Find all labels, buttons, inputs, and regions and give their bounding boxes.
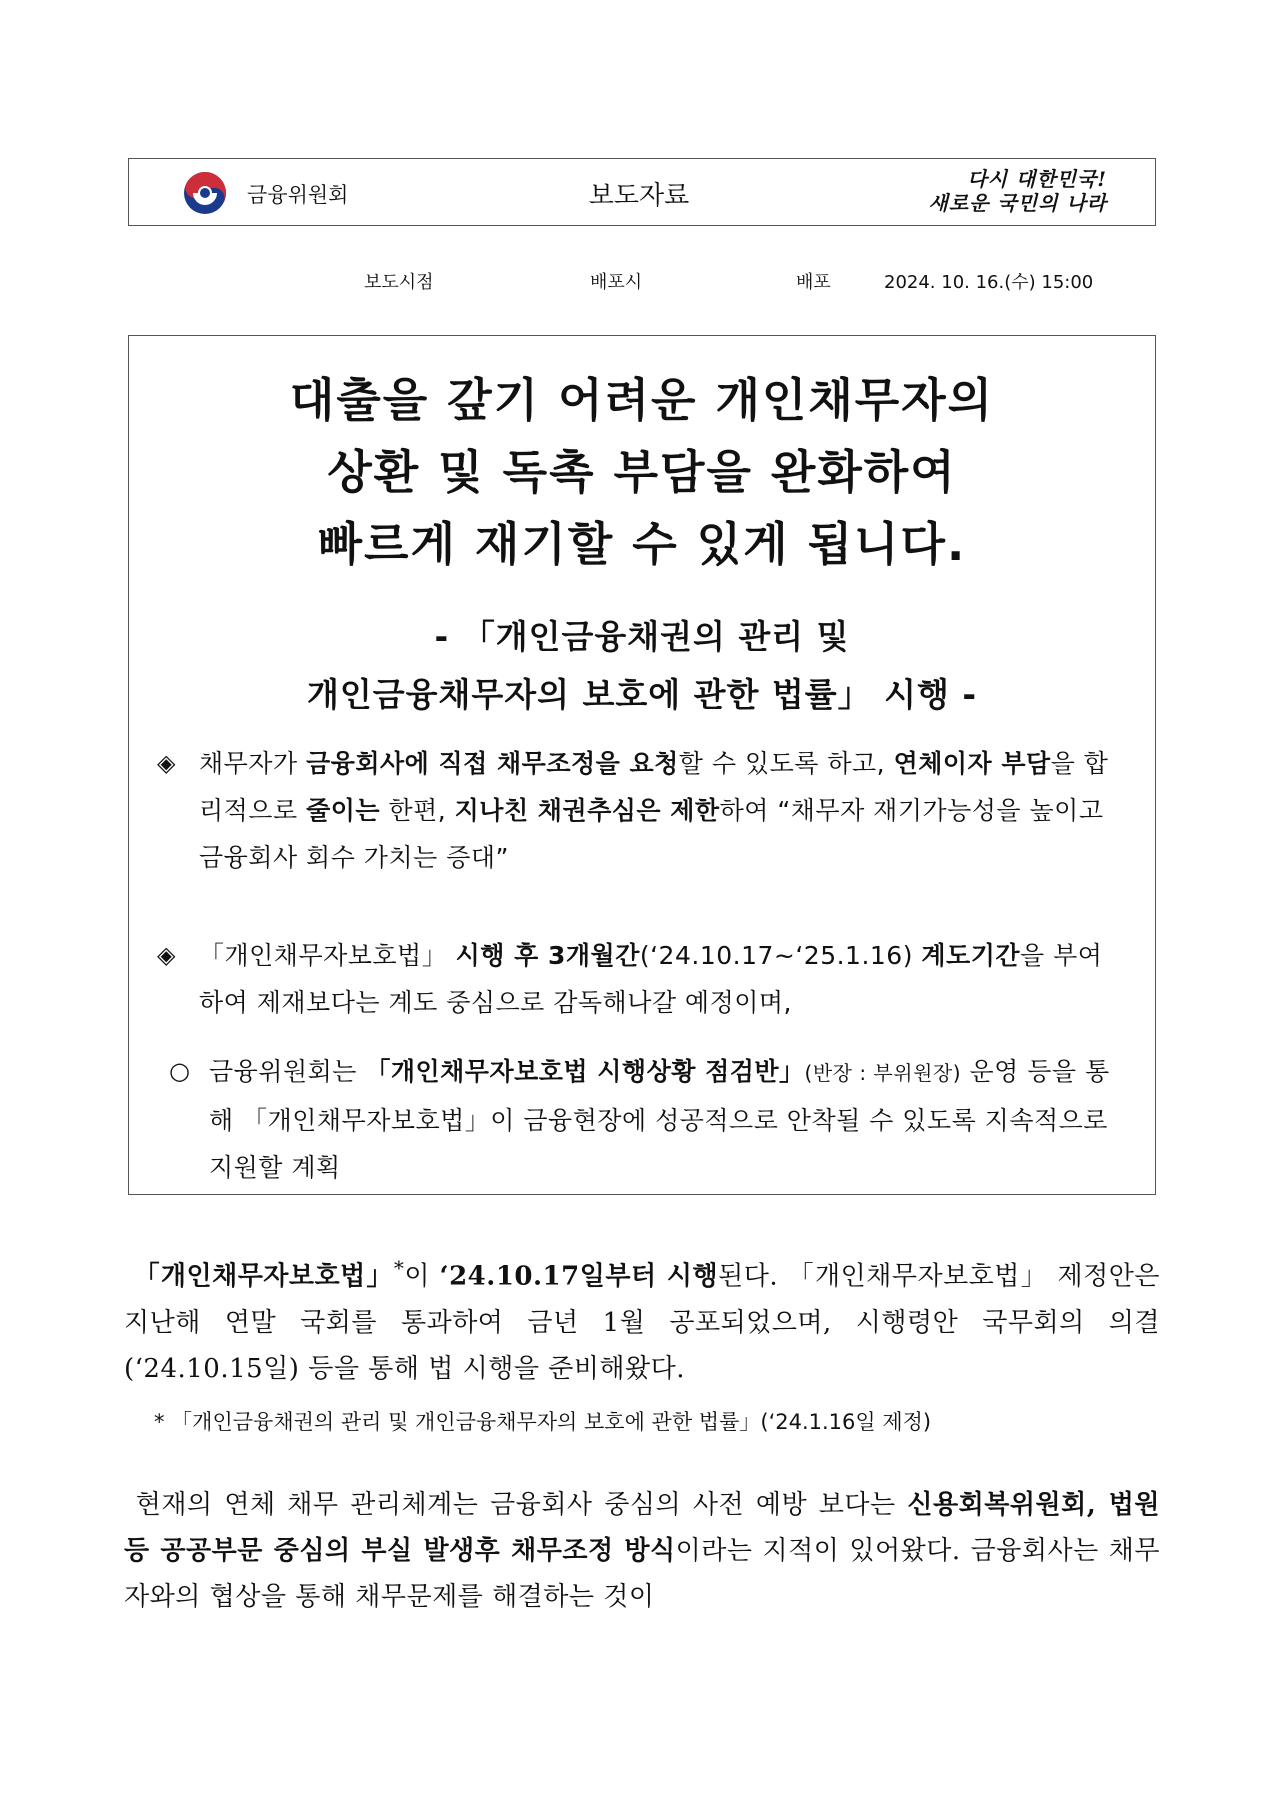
text-run: (‘24.10.17~‘25.1.16) [639,941,922,970]
subtitle-line2: 개인금융채무자의 보호에 관한 법률」 시행 - [306,675,978,714]
text-run: 할 수 있도록 하고, [678,749,894,778]
text-run: 운영 등을 통해 「개인채무자보호법」이 금융현장에 성공적으로 안착될 수 있도록 지속적으로 지원할 계획 [209,1057,1110,1182]
bullet-text [199,932,1117,1026]
text-run-bold: 신용회복위원회, 법원 등 공공부문 중심의 부실 발생후 채무조정 방식 [124,1490,1161,1566]
taegeuk-logo-icon [183,171,227,215]
text-run-bold: 지나친 채권추심은 제한 [454,796,720,825]
footnote-marker: * [393,1256,405,1280]
text-run-bold: 시행 후 3개월간 [455,941,640,970]
summary-bullet-2 [157,932,1117,1026]
release-value: 배포시 [590,272,643,293]
text-run: 이 [404,1261,440,1292]
distribution-datetime: 2024. 10. 16.(수) 15:00 [884,272,1094,293]
text-run-bold: 계도기간 [921,941,1021,970]
summary-bullet-1 [157,740,1117,881]
text-run: 한편, [380,796,455,825]
text-run-bold: ‘24.10.17일부터 시행 [439,1261,719,1292]
text-run: 「개인채무자보호법」 [199,941,456,970]
text-run-small: (반장 : 부위원장) [804,1061,962,1085]
subtitle [129,608,1155,724]
text-run-bold: 「개인채무자보호법」 [133,1261,394,1292]
text-run: 채무자가 [199,749,307,778]
header-box [128,158,1156,226]
text-run-bold: 「개인채무자보호법 시행상황 점검반」 [365,1057,805,1086]
footnote: * 「개인금융채권의 관리 및 개인금융채무자의 보호에 관한 법률」(‘24.1.16일 제정) [154,1410,932,1434]
text-run: 하여 “채무자 재기가능성을 높이고 금융회사 회수 가치는 증대” [199,796,1104,872]
distribution-label: 배포 [796,272,831,293]
text-run: 된다. 「개인채무자보호법」 제정안은 지난해 연말 국회를 통과하여 금년 1월 공포되었으며, 시행령안 국무회의 의결(‘24.10.15일) 등을 통해 법 시행을 준비해왔다. [124,1261,1161,1384]
document-type: 보도자료 [588,181,690,211]
text-run: 금융위원회는 [209,1057,366,1086]
body-paragraph-1 [124,1245,1160,1392]
org-name: 금융위원회 [247,183,349,207]
headline [129,364,1155,580]
slogan-line1: 다시 대한민국! [967,167,1107,191]
release-time-row [0,268,1280,294]
text-run: 을 부여하여 제재보다는 계도 중심으로 감독해나갈 예정이며, [199,941,1103,1017]
body-paragraph-2 [124,1482,1160,1620]
bullet-text [209,1048,1117,1191]
release-label: 보도시점 [364,272,434,293]
headline-line3: 빠르게 재기할 수 있게 됩니다. [317,517,967,571]
text-run: 이라는 지적이 있어왔다. 금융회사는 채무자와의 협상을 통해 채무문제를 해결하는 것이 [124,1536,1161,1612]
headline-line2: 상환 및 독촉 부담을 완화하여 [327,445,957,499]
summary-sub-bullet [157,1048,1117,1191]
diamond-bullet-icon: ◈ [157,941,176,969]
bullet-text [199,740,1117,881]
headline-line1: 대출을 갚기 어려운 개인채무자의 [289,373,995,427]
text-run: 현재의 연체 채무 관리체계는 금융회사 중심의 사전 예방 보다는 [135,1490,908,1520]
circle-bullet-icon: ○ [169,1057,191,1085]
slogan-line2: 새로운 국민의 나라 [928,191,1107,215]
diamond-bullet-icon: ◈ [157,749,176,777]
text-run-bold: 줄이는 [306,796,381,825]
text-run-bold: 금융회사에 직접 채무조정을 요청 [306,749,679,778]
subtitle-line1: - 「개인금융채권의 관리 및 [434,617,850,656]
summary-box [128,335,1156,1195]
text-run: 을 합리적으로 [199,749,1109,825]
slogan [867,167,1107,215]
text-run-bold: 연체이자 부담 [893,749,1051,778]
